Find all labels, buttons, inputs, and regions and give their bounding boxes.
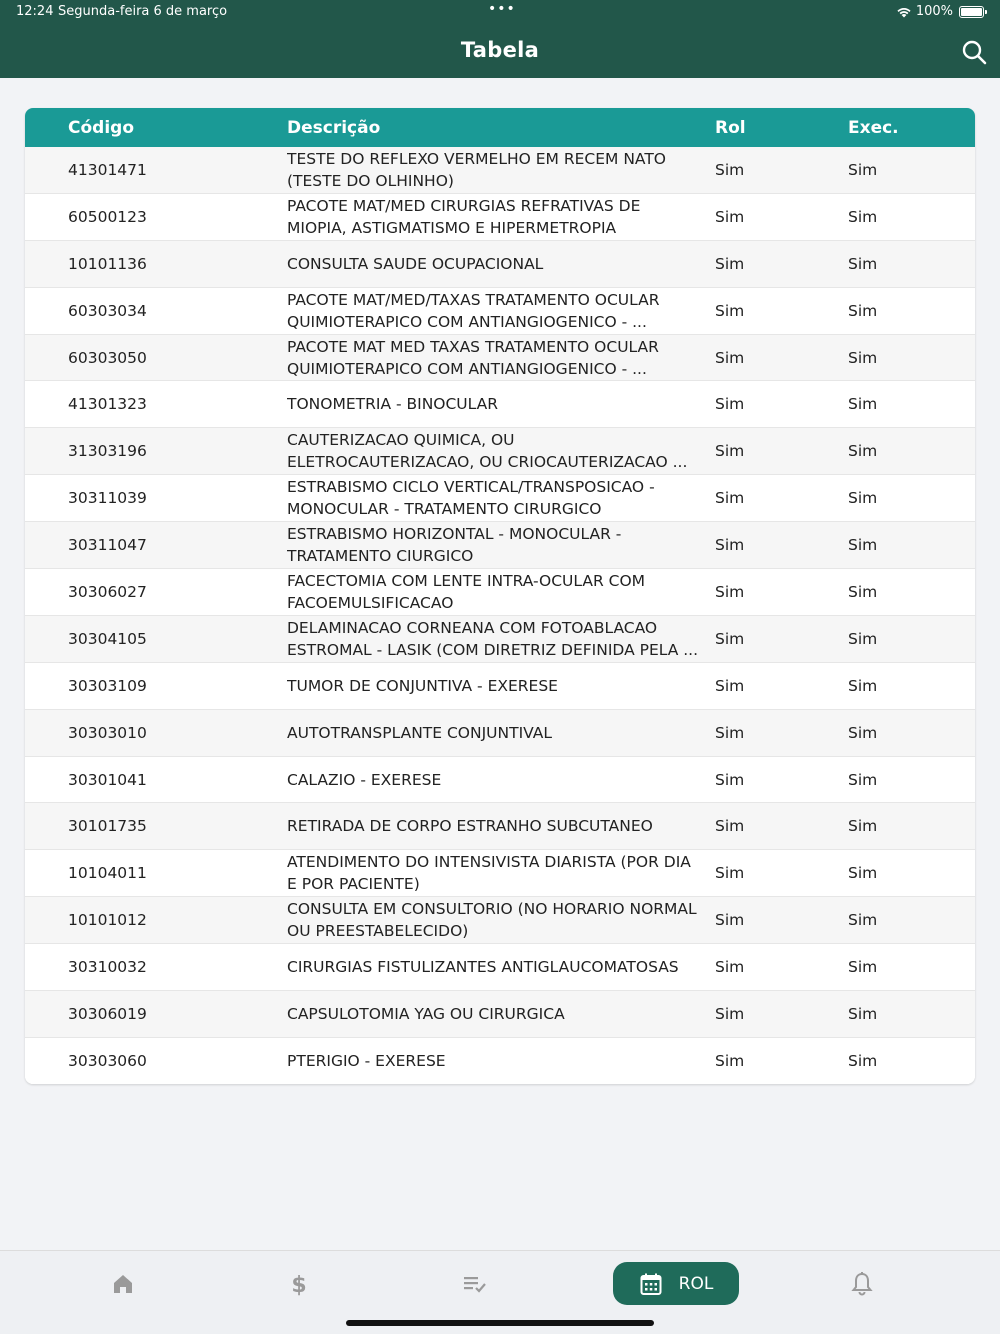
row-exec: Sim [848,442,878,461]
battery-percent: 100% [915,4,953,19]
row-rol: Sim [715,1051,745,1070]
row-exec: Sim [848,489,878,508]
row-rol: Sim [715,442,745,461]
row-rol: Sim [715,301,745,320]
row-rol: Sim [715,1004,745,1023]
svg-text:$: $ [291,1273,307,1297]
row-code: 41301323 [68,395,147,414]
row-rol: Sim [715,958,745,977]
row-code: 10104011 [68,864,147,883]
row-rol: Sim [715,254,745,273]
row-exec: Sim [848,864,878,883]
home-indicator[interactable] [346,1320,654,1326]
home-icon [111,1272,135,1296]
row-description: CIRURGIAS FISTULIZANTES ANTIGLAUCOMATOSAS [287,958,679,977]
row-exec: Sim [848,1004,878,1023]
table-row[interactable] [25,335,975,382]
row-code: 30303060 [68,1051,147,1070]
column-header-code: Código [68,118,134,138]
table-row[interactable] [25,147,975,194]
row-exec: Sim [848,395,878,414]
row-description: CAPSULOTOMIA YAG OU CIRURGICA [287,1004,565,1023]
tab-notifications[interactable] [842,1269,882,1299]
table-row[interactable] [25,757,975,804]
row-rol: Sim [715,911,745,930]
row-rol: Sim [715,160,745,179]
row-code: 30301041 [68,770,147,789]
table-row[interactable] [25,803,975,850]
tab-home[interactable] [103,1269,143,1299]
row-rol: Sim [715,817,745,836]
table-row[interactable] [25,1038,975,1084]
row-code: 10101012 [68,911,147,930]
row-code: 30310032 [68,958,147,977]
app-header [0,0,1000,78]
table-row[interactable] [25,850,975,897]
row-code: 10101136 [68,254,147,273]
row-rol: Sim [715,207,745,226]
bell-icon [850,1271,874,1297]
row-rol: Sim [715,770,745,789]
row-description: TESTE DO REFLEXO VERMELHO EM RECEM NATO (TESTE DO OLHINHO) [287,149,667,190]
row-description: RETIRADA DE CORPO ESTRANHO SUBCUTANEO [287,817,653,836]
row-description: AUTOTRANSPLANTE CONJUNTIVAL [287,723,553,742]
row-exec: Sim [848,723,878,742]
row-code: 30304105 [68,629,147,648]
row-code: 30303109 [68,676,147,695]
row-description: TONOMETRIA - BINOCULAR [287,395,499,414]
row-code: 30303010 [68,723,147,742]
table-row[interactable] [25,616,975,663]
row-description: CONSULTA SAUDE OCUPACIONAL [287,254,544,273]
row-description: ESTRABISMO CICLO VERTICAL/TRANSPOSICAO - MONOCULAR - TRATAMENTO CIRURGICO [287,478,655,519]
status-date: Segunda-feira 6 de março [58,4,228,19]
row-exec: Sim [848,958,878,977]
row-description: CONSULTA EM CONSULTORIO (NO HORARIO NORMAL OU PREESTABELECIDO) [287,900,697,941]
row-rol: Sim [715,489,745,508]
table-row[interactable] [25,194,975,241]
table-row[interactable] [25,710,975,757]
row-exec: Sim [848,582,878,601]
table-row[interactable] [25,569,975,616]
row-code: 41301471 [68,160,147,179]
battery-icon [959,6,984,18]
tab-financial[interactable] [279,1269,319,1299]
row-code: 60500123 [68,207,147,226]
row-rol: Sim [715,395,745,414]
table-row[interactable] [25,241,975,288]
row-exec: Sim [848,676,878,695]
row-description: TUMOR DE CONJUNTIVA - EXERESE [287,676,558,695]
row-rol: Sim [715,348,745,367]
row-rol: Sim [715,723,745,742]
row-description: PACOTE MAT MED TAXAS TRATAMENTO OCULAR QUIMIOTERAPICO COM ANTIANGIOGENICO - ... [287,337,659,378]
row-code: 30311039 [68,489,147,508]
row-code: 31303196 [68,442,147,461]
calendar-icon [639,1272,663,1296]
status-time: 12:24 [16,4,54,19]
row-description: CALAZIO - EXERESE [287,770,442,789]
table-row[interactable] [25,991,975,1038]
multitasking-dots[interactable]: ••• [488,1,516,17]
row-exec: Sim [848,348,878,367]
row-code: 30311047 [68,536,147,555]
table-row[interactable] [25,522,975,569]
tab-rol[interactable] [613,1262,739,1305]
row-code: 30101735 [68,817,147,836]
row-exec: Sim [848,207,878,226]
column-header-rol: Rol [715,118,746,138]
table-row[interactable] [25,663,975,710]
table-row[interactable] [25,381,975,428]
page-title: Tabela [460,38,540,62]
row-exec: Sim [848,911,878,930]
row-exec: Sim [848,770,878,789]
table-row[interactable] [25,428,975,475]
row-description: PACOTE MAT/MED/TAXAS TRATAMENTO OCULAR QUIMIOTERAPICO COM ANTIANGIOGENICO - ... [287,290,660,331]
row-exec: Sim [848,1051,878,1070]
row-description: ESTRABISMO HORIZONTAL - MONOCULAR - TRATAMENTO CIURGICO [287,525,622,566]
checklist-icon [462,1272,488,1296]
procedures-table [25,108,975,1084]
wifi-icon [896,6,912,18]
status-right [896,4,984,19]
row-description: FACECTOMIA COM LENTE INTRA-OCULAR COM FACOEMULSIFICACAO [287,571,646,612]
row-rol: Sim [715,536,745,555]
search-icon[interactable] [960,38,988,66]
row-code: 60303034 [68,301,147,320]
table-row[interactable] [25,475,975,522]
dollar-icon [287,1271,311,1297]
row-description: PTERIGIO - EXERESE [287,1051,446,1070]
row-description: CAUTERIZACAO QUIMICA, OU ELETROCAUTERIZACAO, OU CRIOCAUTERIZACAO ... [287,431,688,472]
row-code: 30306019 [68,1004,147,1023]
row-exec: Sim [848,301,878,320]
row-exec: Sim [848,160,878,179]
row-rol: Sim [715,629,745,648]
table-row[interactable] [25,897,975,944]
row-description: PACOTE MAT/MED CIRURGIAS REFRATIVAS DE MIOPIA, ASTIGMATISMO E HIPERMETROPIA [287,196,641,237]
row-exec: Sim [848,629,878,648]
row-description: DELAMINACAO CORNEANA COM FOTOABLACAO ESTROMAL - LASIK (COM DIRETRIZ DEFINIDA PELA ... [287,618,699,659]
row-exec: Sim [848,254,878,273]
table-header [25,108,975,147]
table-row[interactable] [25,944,975,991]
row-code: 60303050 [68,348,147,367]
row-exec: Sim [848,817,878,836]
row-description: ATENDIMENTO DO INTENSIVISTA DIARISTA (POR DIA E POR PACIENTE) [287,853,691,894]
row-rol: Sim [715,676,745,695]
table-body [25,147,975,1084]
tab-checklist[interactable] [455,1269,495,1299]
row-code: 30306027 [68,582,147,601]
row-rol: Sim [715,582,745,601]
row-exec: Sim [848,536,878,555]
tab-rol-label: ROL [678,1273,714,1294]
table-row[interactable] [25,288,975,335]
column-header-exec: Exec. [848,118,899,138]
column-header-description: Descrição [287,118,381,138]
row-rol: Sim [715,864,745,883]
